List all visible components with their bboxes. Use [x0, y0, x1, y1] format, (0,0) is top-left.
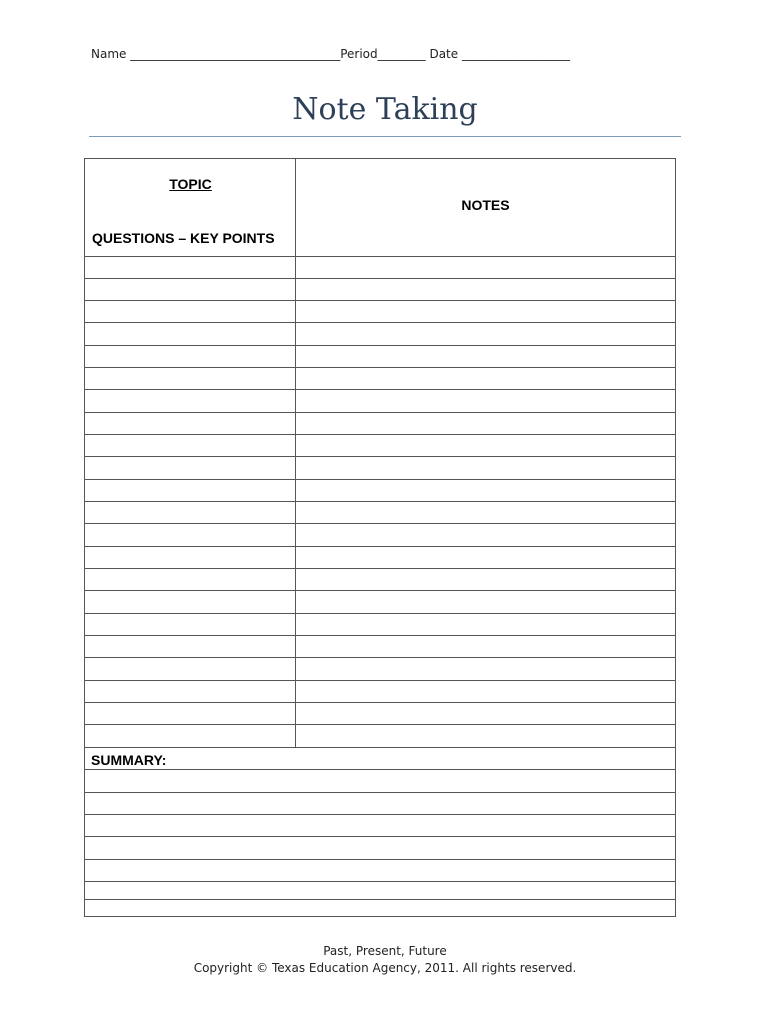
- note-row: [85, 279, 675, 301]
- key-point-cell[interactable]: [85, 257, 296, 278]
- note-taking-table: [84, 158, 676, 917]
- note-row: [85, 368, 675, 390]
- note-row: [85, 257, 675, 279]
- key-point-cell[interactable]: [85, 323, 296, 345]
- key-point-cell[interactable]: [85, 301, 296, 322]
- notes-column-header: [296, 159, 675, 257]
- note-row: [85, 614, 675, 636]
- key-point-cell[interactable]: [85, 390, 296, 412]
- note-row: [85, 435, 675, 457]
- key-point-cell[interactable]: [85, 279, 296, 300]
- key-point-cell[interactable]: [85, 681, 296, 702]
- key-point-cell[interactable]: [85, 480, 296, 501]
- note-row: [85, 323, 675, 346]
- footer-subtitle: Past, Present, Future: [323, 944, 447, 958]
- note-row: [85, 413, 675, 435]
- note-row: [85, 480, 675, 502]
- key-point-cell[interactable]: [85, 435, 296, 456]
- summary-line[interactable]: [85, 793, 675, 815]
- questions-key-points-label: QUESTIONS – KEY POINTS: [92, 230, 275, 246]
- key-point-cell[interactable]: [85, 502, 296, 523]
- summary-line[interactable]: [85, 815, 675, 837]
- note-row: [85, 524, 675, 547]
- summary-label: SUMMARY:: [91, 752, 167, 768]
- note-row: [85, 301, 675, 323]
- note-row: [85, 346, 675, 368]
- note-row: [85, 703, 675, 725]
- summary-line[interactable]: [85, 837, 675, 860]
- key-point-cell[interactable]: [85, 703, 296, 724]
- key-point-cell[interactable]: [85, 636, 296, 657]
- summary-header-row: [85, 748, 675, 770]
- note-rows: [85, 257, 675, 900]
- key-point-cell[interactable]: [85, 614, 296, 635]
- summary-line[interactable]: [85, 860, 675, 882]
- note-row: [85, 502, 675, 524]
- footer-copyright: Copyright © Texas Education Agency, 2011. All rights reserved.: [193, 961, 577, 975]
- key-point-cell[interactable]: [85, 346, 296, 367]
- note-row: [85, 547, 675, 569]
- key-point-cell[interactable]: [85, 591, 296, 613]
- note-row: [85, 569, 675, 591]
- title-underline-rule: [89, 136, 681, 137]
- key-point-cell[interactable]: [85, 725, 296, 747]
- notes-label: NOTES: [461, 197, 510, 213]
- page-title: Note Taking: [292, 92, 478, 127]
- note-row: [85, 636, 675, 658]
- key-point-cell[interactable]: [85, 524, 296, 546]
- summary-line[interactable]: [85, 882, 675, 900]
- summary-line[interactable]: [85, 770, 675, 793]
- note-row: [85, 658, 675, 681]
- note-row: [85, 681, 675, 703]
- key-point-cell[interactable]: [85, 547, 296, 568]
- note-row: [85, 591, 675, 614]
- note-row: [85, 457, 675, 480]
- name-period-date-line: Name ___________________________________Period________ Date __________________: [91, 47, 570, 61]
- key-point-cell[interactable]: [85, 658, 296, 680]
- questions-column-header: [85, 159, 296, 257]
- note-row: [85, 390, 675, 413]
- note-row: [85, 725, 675, 748]
- key-point-cell[interactable]: [85, 457, 296, 479]
- key-point-cell[interactable]: [85, 368, 296, 389]
- key-point-cell[interactable]: [85, 413, 296, 434]
- key-point-cell[interactable]: [85, 569, 296, 590]
- topic-label: TOPIC: [169, 176, 212, 192]
